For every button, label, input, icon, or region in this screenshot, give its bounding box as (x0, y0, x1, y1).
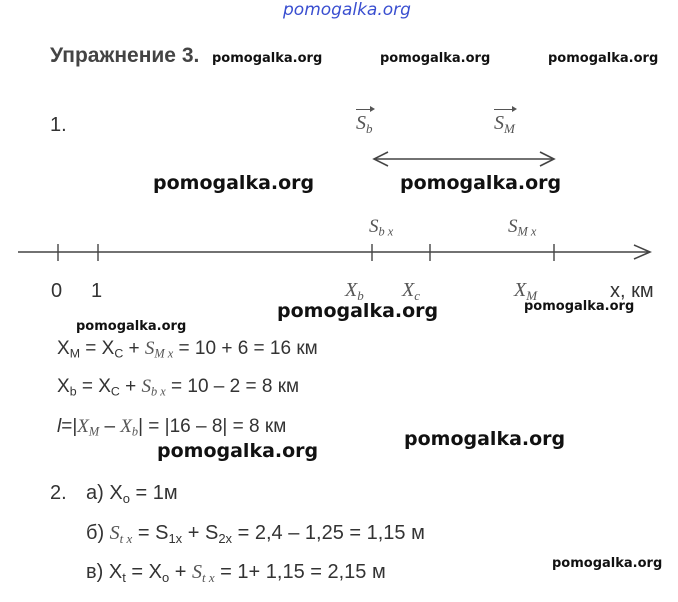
x-axis (18, 245, 650, 259)
watermark: pomogalka.org (277, 300, 439, 322)
axis-label-one: 1 (91, 280, 103, 302)
vector-s-b: $S_b$ (356, 112, 373, 136)
watermark: pomogalka.org (157, 440, 319, 462)
vector-s-m: $S_M$ (494, 112, 515, 136)
point-x-b: $X_b$ (345, 279, 364, 303)
double-arrow (374, 152, 554, 166)
answer-c: в) $X_t = X_o + S_{t x} = 1+ 1,15 = 2,15$ м (86, 561, 386, 585)
point-x-m: $X_M$ (514, 279, 538, 303)
watermark: pomogalka.org (380, 51, 491, 66)
watermark: pomogalka.org (548, 51, 659, 66)
watermark: pomogalka.org (552, 556, 663, 571)
point-x-c: $X_c$ (402, 279, 420, 303)
watermark: pomogalka.org (400, 172, 562, 194)
watermark: pomogalka.org (524, 299, 635, 314)
equation-length: $l=|X_M - X_b| = |16 - 8| = 8$ км (57, 416, 287, 439)
section-2-number: 2. (50, 482, 67, 504)
projection-s-bx: $S_{b x}$ (369, 216, 394, 239)
watermark: pomogalka.org (153, 172, 315, 194)
watermark-top: pomogalka.org (283, 0, 411, 20)
axis-unit-label: x, км (610, 280, 654, 302)
answer-a: а) $X_o = 1м$ (86, 482, 178, 506)
watermark: pomogalka.org (212, 51, 323, 66)
equation-x-m: $X_M = X_C + S_{M x} = 10 + 6 = 16$ км (57, 338, 318, 361)
watermark: pomogalka.org (76, 319, 187, 334)
section-1-number: 1. (50, 114, 67, 136)
answer-b: б) $S_{t x} = S_{1x} + S_{2x} = 2,4 - 1,25 = 1,15$ м (86, 522, 425, 546)
watermark: pomogalka.org (404, 428, 566, 450)
axis-label-zero: 0 (51, 280, 63, 302)
equation-x-b: $X_b = X_C + S_{b x} = 10 - 2 = 8$ км (57, 376, 300, 399)
exercise-heading: Упражнение 3. (50, 44, 200, 67)
projection-s-mx: $S_{M x}$ (508, 216, 537, 239)
